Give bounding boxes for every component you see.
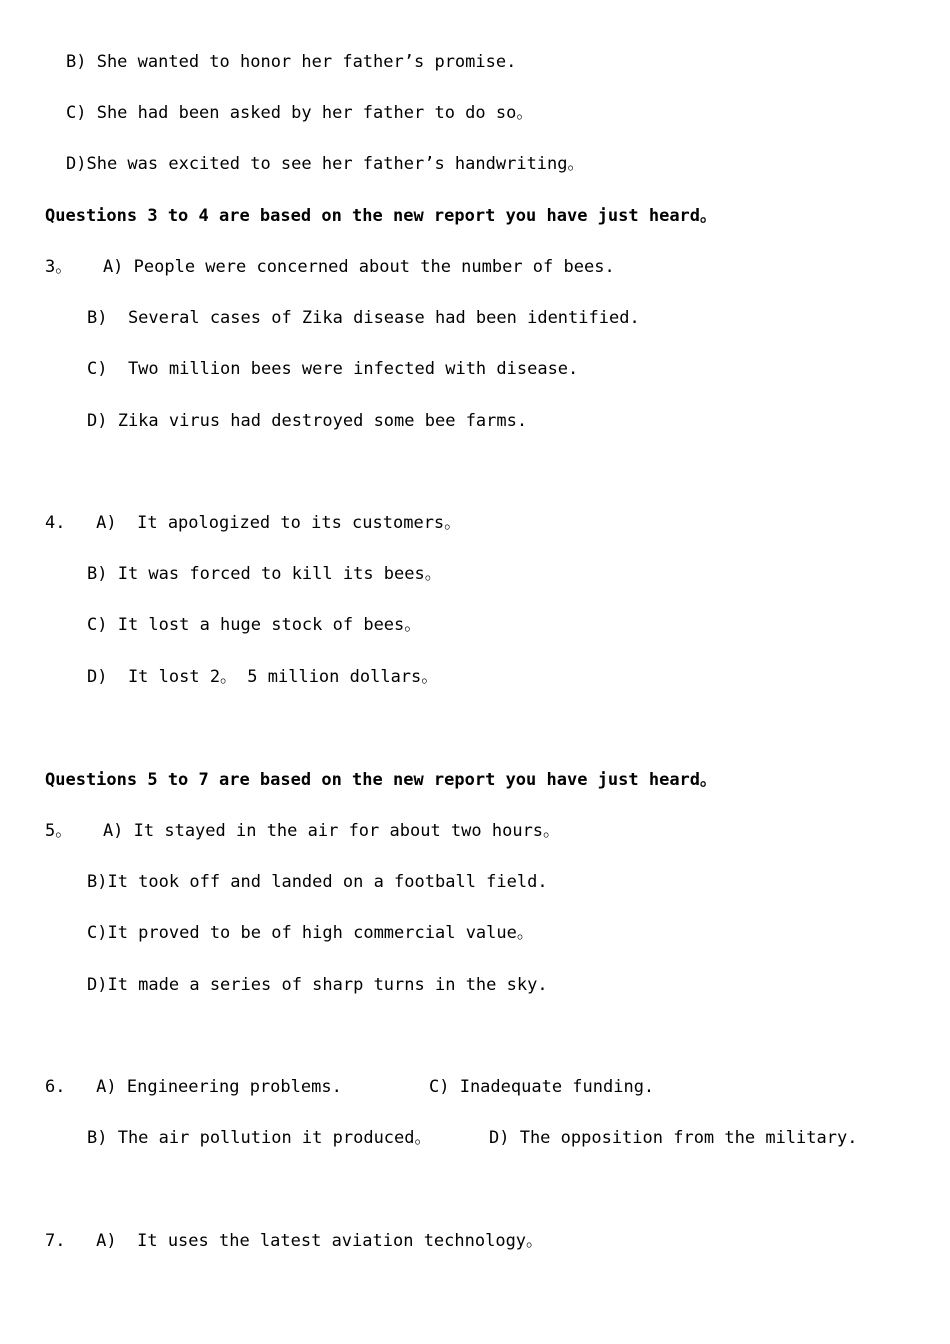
- section-heading-q5-7: Questions 5 to 7 are based on the new report you have just heard。: [45, 770, 718, 790]
- q3-option-d: D) Zika virus had destroyed some bee farms.: [87, 411, 528, 431]
- q6-option-d: D) The opposition from the military.: [489, 1128, 858, 1148]
- q6-option-b: B) The air pollution it produced。: [87, 1128, 432, 1148]
- q5-option-a: 5。 A) It stayed in the air for about two hours。: [45, 821, 561, 841]
- q2-option-b: B) She wanted to honor her father’s promise.: [66, 52, 517, 72]
- q3-option-b: B) Several cases of Zika disease had been identified.: [87, 308, 640, 328]
- q5-option-c: C)It proved to be of high commercial value。: [87, 923, 534, 943]
- q3-option-a: 3。 A) People were concerned about the number of bees.: [45, 257, 615, 277]
- q4-option-d: D) It lost 2。 5 million dollars。: [87, 667, 439, 687]
- q2-option-c: C) She had been asked by her father to do so。: [66, 103, 534, 123]
- q5-option-b: B)It took off and landed on a football field.: [87, 872, 548, 892]
- q2-option-d: D)She was excited to see her father’s handwriting。: [66, 154, 585, 174]
- q4-option-a: 4. A) It apologized to its customers。: [45, 513, 462, 533]
- q5-option-d: D)It made a series of sharp turns in the sky.: [87, 975, 548, 995]
- q7-option-a: 7. A) It uses the latest aviation technology。: [45, 1231, 544, 1251]
- q6-option-c: C) Inadequate funding.: [429, 1077, 655, 1097]
- q6-option-a: 6. A) Engineering problems.: [45, 1077, 342, 1097]
- q4-option-b: B) It was forced to kill its bees。: [87, 564, 442, 584]
- q3-option-c: C) Two million bees were infected with disease.: [87, 359, 579, 379]
- q4-option-c: C) It lost a huge stock of bees。: [87, 615, 422, 635]
- section-heading-q3-4: Questions 3 to 4 are based on the new report you have just heard。: [45, 206, 718, 226]
